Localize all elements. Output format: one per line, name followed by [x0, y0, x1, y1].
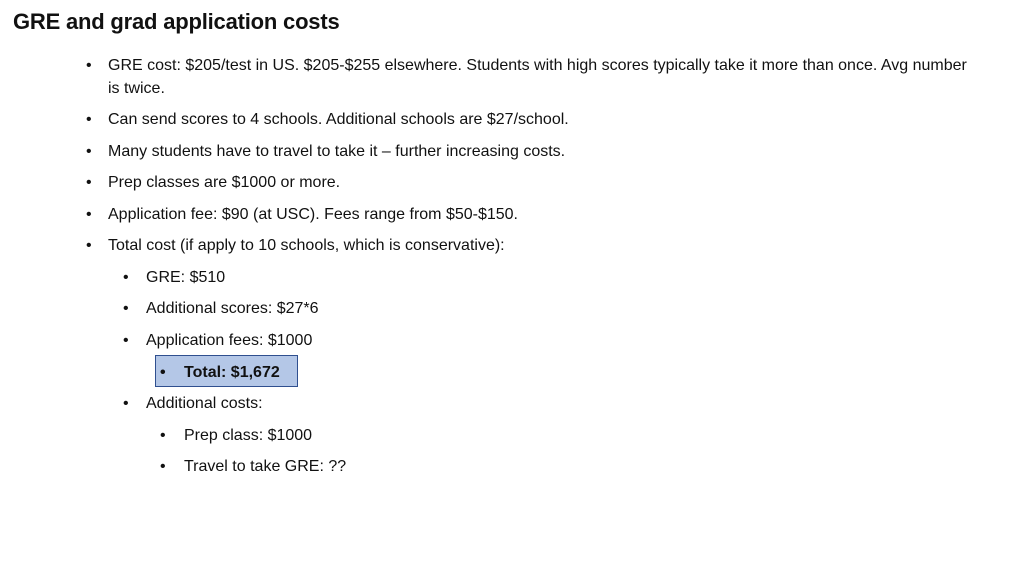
bullet-item-application-fee: [86, 203, 968, 226]
bullet-icon: •: [86, 237, 92, 254]
bullet-text: Additional costs:: [146, 395, 263, 412]
bullet-item-gre-cost: [86, 54, 968, 100]
bullet-text: Application fee: $90 (at USC). Fees range from $50-$150.: [108, 206, 518, 223]
bullet-icon: •: [123, 395, 129, 412]
bullet-icon: •: [86, 206, 92, 223]
bullet-text: Many students have to travel to take it – further increasing costs.: [108, 143, 566, 160]
bullet-icon: •: [86, 143, 92, 160]
bullet-icon: •: [86, 57, 92, 74]
bullet-text: GRE: $510: [146, 269, 226, 286]
bullet-icon: •: [86, 174, 92, 191]
total-text: Total: $1,672: [184, 364, 280, 381]
bullet-icon: •: [123, 300, 129, 317]
bullet-icon: •: [160, 364, 166, 381]
bullet-icon: •: [123, 332, 129, 349]
sub-bullet-gre: [123, 266, 746, 289]
bullet-text: GRE cost: $205/test in US. $205-$255 elsewhere. Students with high scores typically take it more than once. Avg number is twice.: [108, 57, 967, 97]
bullet-item-total-cost: [86, 234, 968, 257]
sub-bullet-application-fees: [123, 329, 746, 352]
bullet-text: Total cost (if apply to 10 schools, which is conservative):: [108, 237, 505, 254]
bullet-text: Prep classes are $1000 or more.: [108, 174, 341, 191]
bullet-icon: •: [160, 427, 166, 444]
sub-bullet-additional-costs: [123, 392, 746, 415]
sub-sub-bullet-travel-gre: [160, 455, 584, 478]
total-bullet: [160, 361, 584, 384]
bullet-item-travel: [86, 140, 968, 163]
bullet-text: Additional scores: $27*6: [146, 300, 319, 317]
bullet-text: Can send scores to 4 schools. Additional schools are $27/school.: [108, 111, 569, 128]
bullet-item-send-scores: [86, 108, 968, 131]
bullet-icon: •: [86, 111, 92, 128]
bullet-item-prep-classes: [86, 171, 968, 194]
bullet-icon: •: [123, 269, 129, 286]
slide-title: GRE and grad application costs: [13, 9, 340, 34]
bullet-text: Prep class: $1000: [184, 427, 313, 444]
sub-sub-bullet-prep-class: [160, 424, 584, 447]
bullet-icon: •: [160, 458, 166, 475]
bullet-text: Application fees: $1000: [146, 332, 313, 349]
bullet-text: Travel to take GRE: ??: [184, 458, 347, 475]
sub-bullet-additional-scores: [123, 297, 746, 320]
